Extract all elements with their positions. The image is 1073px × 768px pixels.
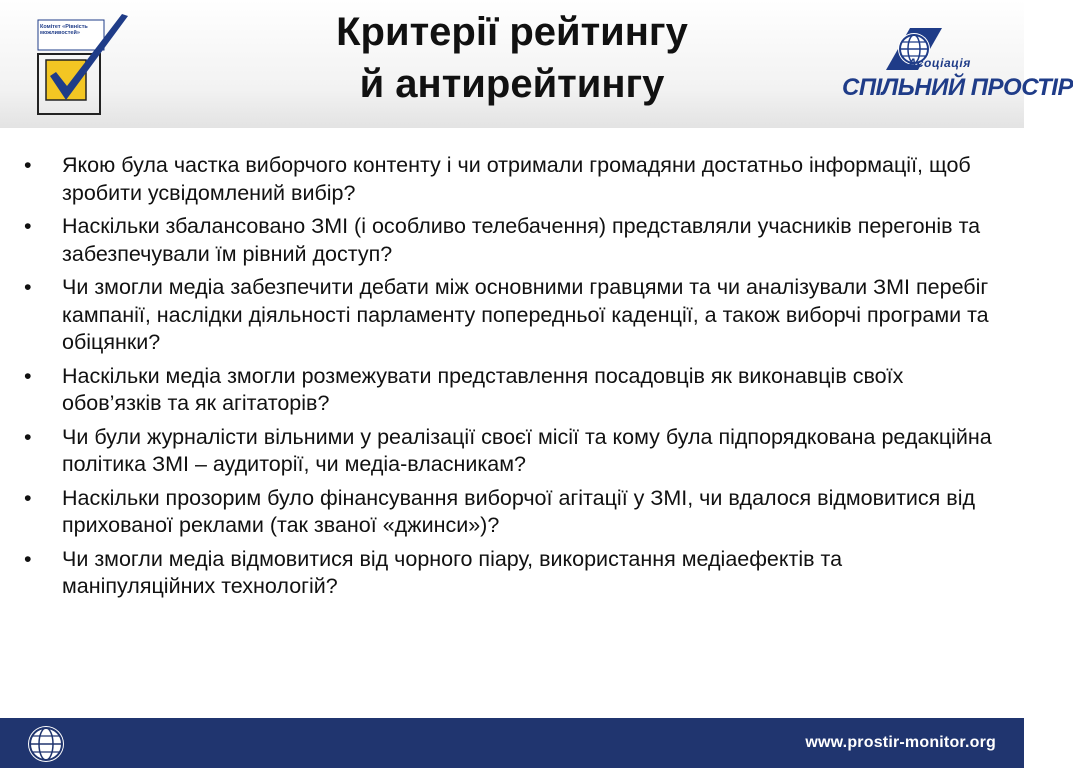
bullet-text: Наскільки збалансовано ЗМІ (і особливо телебачення) представляли учасників перегонів та забезпечували їм рівний доступ? [62,214,981,266]
bullet-icon: • [24,546,32,571]
bullet-icon: • [24,214,32,238]
bullet-icon: • [24,275,32,299]
equal-opportunities-logo [36,10,136,120]
title-line-2: й антирейтингу [359,62,665,106]
bullet-list [22,152,997,601]
bullet-text: Чи змогли медіа забезпечити дебати між основними гравцями та чи аналізували ЗМІ перебіг кампанії, наслідки діяльності парламенту попередньої каденції, а також виборчі програми та обіцянки? [62,275,989,354]
bullet-item [22,424,997,479]
bullet-item [22,213,997,268]
logo-right-assoc: Асоціація [908,56,971,70]
bullet-item [22,546,997,601]
logo-left-text: Комітет «Рівність можливостей» [40,24,88,36]
footer-website-link[interactable]: www.prostir-monitor.org [805,734,996,751]
bullet-text: Чи були журналісти вільними у реалізації своєї місії та кому була підпорядкована редакційна політика ЗМІ – аудиторії, чи медіа-власникам? [62,424,992,476]
bullet-icon: • [24,424,32,449]
bullet-icon: • [24,485,32,510]
bullet-item [22,363,997,418]
bullet-text: Якою була частка виборчого контенту і чи отримали громадяни достатньо інформації, щоб зробити усвідомлений вибір? [62,153,971,205]
bullet-text: Чи змогли медіа відмовитися від чорного піару, використання медіаефектів та маніпуляційних технологій? [62,546,843,598]
bullet-item [22,485,997,540]
spilnyi-prostir-logo [836,26,1073,106]
bullet-item [22,274,997,357]
bullet-text: Наскільки прозорим було фінансування виборчої агітації у ЗМІ, чи вдалося відмовитися від прихованої реклами (так званої «джинси»)? [62,485,976,537]
bullet-icon: • [24,153,32,177]
slide-title [230,6,794,110]
bullet-item [22,152,997,207]
footer-globe-icon [0,704,200,768]
slide-header [0,0,1073,128]
title-line-1: Критерії рейтингу [336,10,688,54]
bullet-text: Наскільки медіа змогли розмежувати представлення посадовців як виконавців своїх обов’язків та як агітаторів? [62,363,904,415]
logo-right-name: СПІЛЬНИЙ ПРОСТІР [842,74,1073,101]
bullet-list-container [22,152,997,607]
bullet-icon: • [24,363,32,388]
